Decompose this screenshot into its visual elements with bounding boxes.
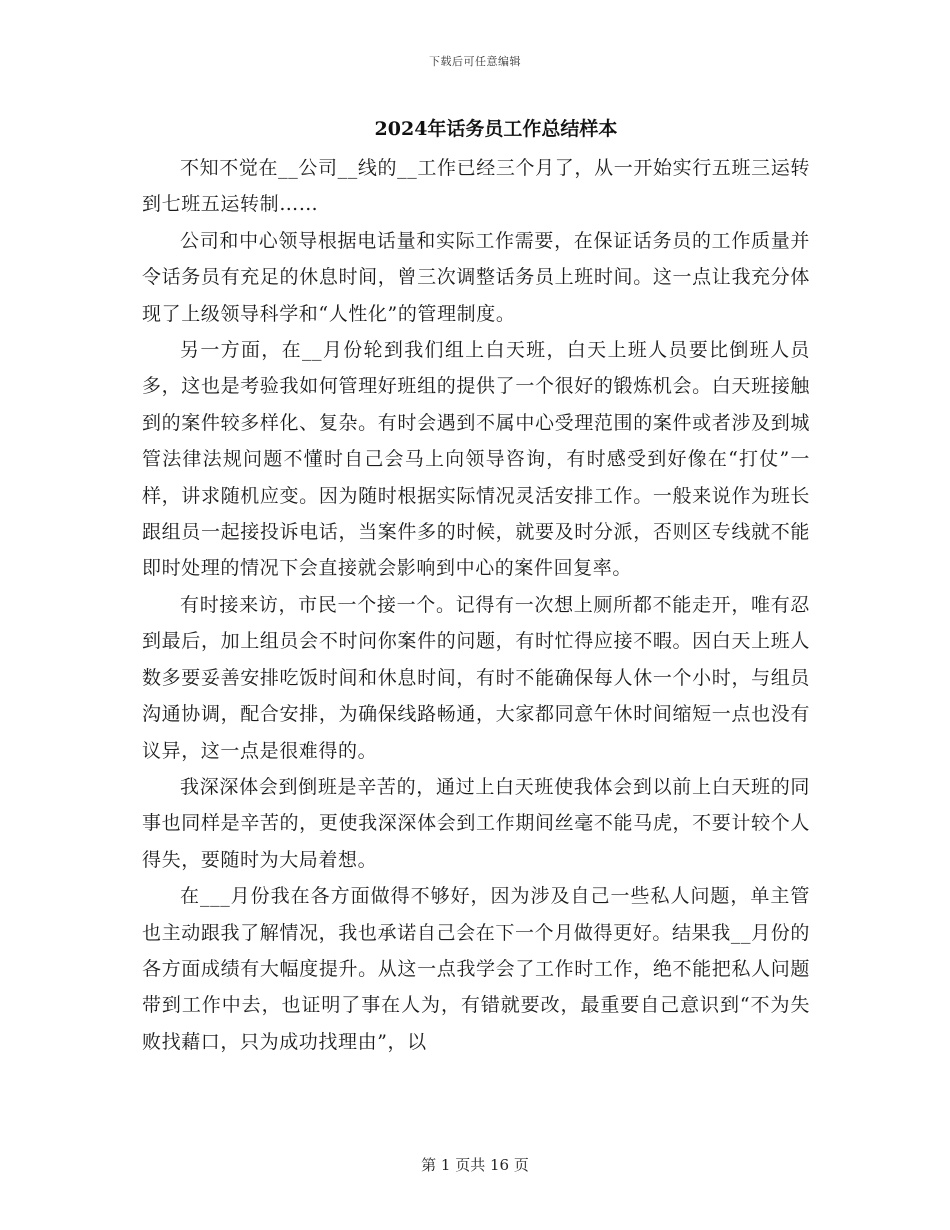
- paragraph-5: 我深深体会到倒班是辛苦的，通过上白天班使我体会到以前上白天班的同事也同样是辛苦的，更使我深深体会到工作期间丝毫不能马虎，不要计较个人得失，要随时为大局着想。: [142, 775, 810, 871]
- document-body: [142, 150, 810, 1060]
- paragraph-4: 有时接来访，市民一个接一个。记得有一次想上厕所都不能走开，唯有忍到最后，加上组员会不时问你案件的问题，有时忙得应接不暇。因白天上班人数多要妥善安排吃饭时间和休息时间，有时不能确保每人休一个小时，与组员沟通协调，配合安排，为确保线路畅通，大家都同意午休时间缩短一点也没有议异，这一点是很难得的。: [142, 593, 810, 762]
- page-number-footer: 第 1 页共 16 页: [421, 1156, 529, 1174]
- paragraph-1: 不知不觉在__公司__线的__工作已经三个月了，从一开始实行五班三运转到七班五运转制……: [142, 157, 810, 216]
- paragraph-6: 在___月份我在各方面做得不够好，因为涉及自己一些私人问题，单主管也主动跟我了解情况，我也承诺自己会在下一个月做得更好。结果我__月份的各方面成绩有大幅度提升。从这一点我学会了工作时工作，绝不能把私人问题带到工作中去，也证明了事在人为，有错就要改，最重要自己意识到“不为失败找藉口，只为成功找理由”，以: [142, 885, 810, 1053]
- paragraph-2: 公司和中心领导根据电话量和实际工作需要，在保证话务员的工作质量并令话务员有充足的休息时间，曾三次调整话务员上班时间。这一点让我充分体现了上级领导科学和“人性化”的管理制度。: [142, 229, 810, 325]
- paragraph-3: 另一方面，在__月份轮到我们组上白天班，白天上班人员要比倒班人员多，这也是考验我如何管理好班组的提供了一个很好的锻炼机会。白天班接触到的案件较多样化、复杂。有时会遇到不属中心受理范围的案件或者涉及到城管法律法规问题不懂时自己会马上向领导咨询，有时感受到好像在“打仗”一样，讲求随机应变。因为随时根据实际情况灵活安排工作。一般来说作为班长跟组员一起接投诉电话，当案件多的时候，就要及时分派，否则区专线就不能即时处理的情况下会直接就会影响到中心的案件回复率。: [142, 339, 810, 580]
- page-header-note: 下载后可任意编辑: [429, 55, 521, 68]
- document-title: 2024年话务员工作总结样本: [374, 118, 618, 140]
